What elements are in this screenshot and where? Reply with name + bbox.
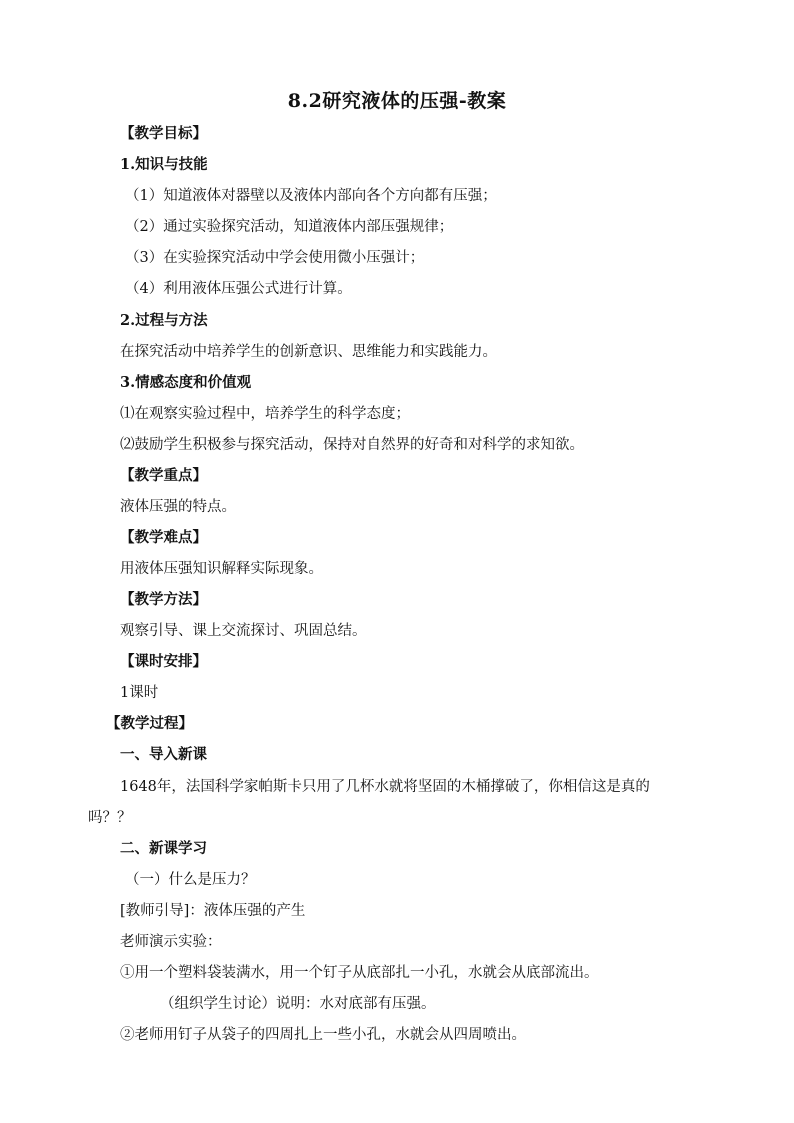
demo-step-1-note: （组织学生讨论）说明：水对底部有压强。 [160, 996, 436, 1012]
key-points-heading: 【教学重点】 [120, 467, 207, 484]
document-title: 8.2研究液体的压强-教案 [287, 90, 507, 112]
difficulties-text: 用液体压强知识解释实际现象。 [120, 561, 323, 577]
what-is-pressure-heading: （一）什么是压力？ [125, 872, 256, 888]
attitude-item-1: ⑴在观察实验过程中，培养学生的科学态度； [120, 406, 410, 422]
attitude-item-2: ⑵鼓励学生积极参与探究活动，保持对自然界的好奇和对科学的求知欲。 [120, 437, 584, 453]
process-method-heading: 2.过程与方法 [120, 312, 208, 329]
teacher-guide-text: [教师引导]：液体压强的产生 [120, 903, 306, 919]
intro-heading: 一、导入新课 [120, 746, 207, 763]
knowledge-item-1: （1）知道液体对器壁以及液体内部向各个方向都有压强； [125, 188, 497, 204]
methods-heading: 【教学方法】 [120, 591, 207, 608]
teaching-process-heading: 【教学过程】 [106, 715, 193, 732]
demo-step-1: ①用一个塑料袋装满水，用一个钉子从底部扎一小孔，水就会从底部流出。 [120, 965, 599, 981]
knowledge-item-2: （2）通过实验探究活动，知道液体内部压强规律； [125, 219, 454, 235]
demo-intro-text: 老师演示实验： [120, 934, 222, 950]
knowledge-item-4: （4）利用液体压强公式进行计算。 [125, 281, 352, 297]
schedule-heading: 【课时安排】 [120, 653, 207, 670]
objectives-heading: 【教学目标】 [120, 125, 207, 142]
process-method-text: 在探究活动中培养学生的创新意识、思维能力和实践能力。 [120, 344, 497, 360]
difficulties-heading: 【教学难点】 [120, 529, 207, 546]
intro-text-line2: 吗？？ [88, 810, 132, 826]
key-points-text: 液体压强的特点。 [120, 499, 236, 515]
schedule-text: 1课时 [120, 685, 159, 701]
attitude-heading: 3.情感态度和价值观 [120, 374, 252, 391]
new-lesson-heading: 二、新课学习 [120, 840, 207, 857]
intro-text-line1: 1648年，法国科学家帕斯卡只用了几杯水就将坚固的木桶撑破了，你相信这是真的 [120, 779, 650, 795]
demo-step-2: ②老师用钉子从袋子的四周扎上一些小孔，水就会从四周喷出。 [120, 1027, 526, 1043]
methods-text: 观察引导、课上交流探讨、巩固总结。 [120, 623, 367, 639]
knowledge-item-3: （3）在实验探究活动中学会使用微小压强计； [125, 250, 425, 266]
knowledge-skills-heading: 1.知识与技能 [120, 156, 208, 173]
